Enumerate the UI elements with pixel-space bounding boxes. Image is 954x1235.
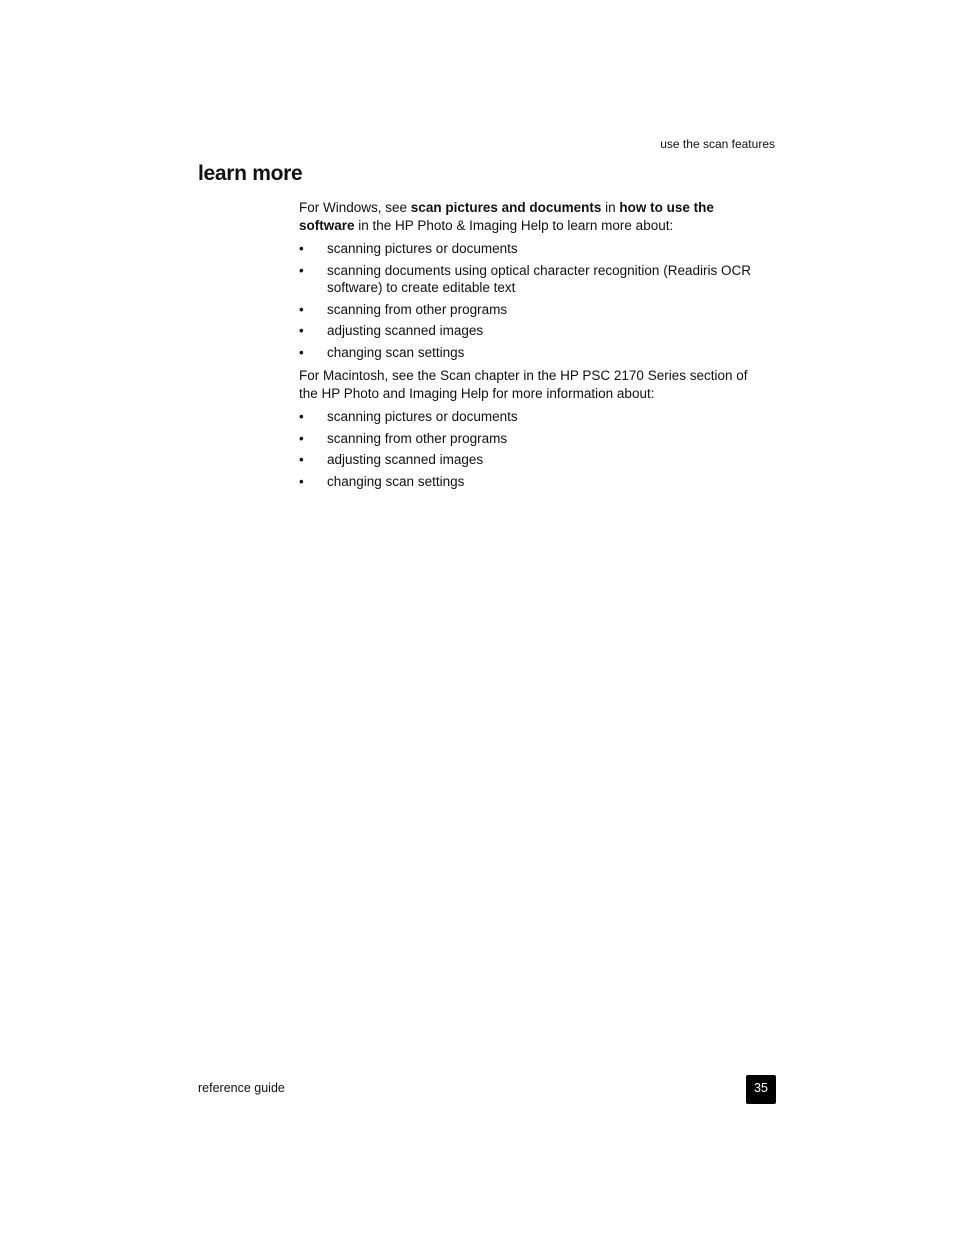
section-title: learn more — [198, 162, 303, 185]
footer-label: reference guide — [198, 1081, 285, 1095]
windows-book-bold: how to use the software — [299, 200, 714, 233]
page-number: 35 — [746, 1075, 776, 1104]
windows-topic-bold: scan pictures and documents — [410, 200, 602, 215]
list-item: • scanning pictures or documents — [299, 408, 769, 426]
list-item: • adjusting scanned images — [299, 451, 769, 469]
windows-intro-prefix: For Windows, see — [299, 200, 411, 215]
list-item: • scanning from other programs — [299, 301, 769, 319]
macintosh-topic-list — [299, 408, 769, 490]
windows-intro-mid: in — [601, 200, 620, 215]
running-header: use the scan features — [660, 137, 775, 151]
list-item: • scanning documents using optical character recognition (Readiris OCR software) to create editable text — [299, 262, 769, 297]
list-item: • adjusting scanned images — [299, 322, 769, 340]
windows-intro-suffix: in the HP Photo & Imaging Help to learn more about: — [354, 217, 674, 233]
windows-topic-list — [299, 240, 769, 361]
list-item: • changing scan settings — [299, 473, 769, 491]
macintosh-intro: For Macintosh, see the Scan chapter in the HP PSC 2170 Series section of the HP Photo and Imaging Help for more information about: — [299, 368, 748, 401]
list-item: • scanning pictures or documents — [299, 240, 769, 258]
list-item: • scanning from other programs — [299, 430, 769, 448]
windows-intro — [299, 199, 769, 234]
list-item: • changing scan settings — [299, 344, 769, 362]
section-body — [299, 199, 769, 496]
